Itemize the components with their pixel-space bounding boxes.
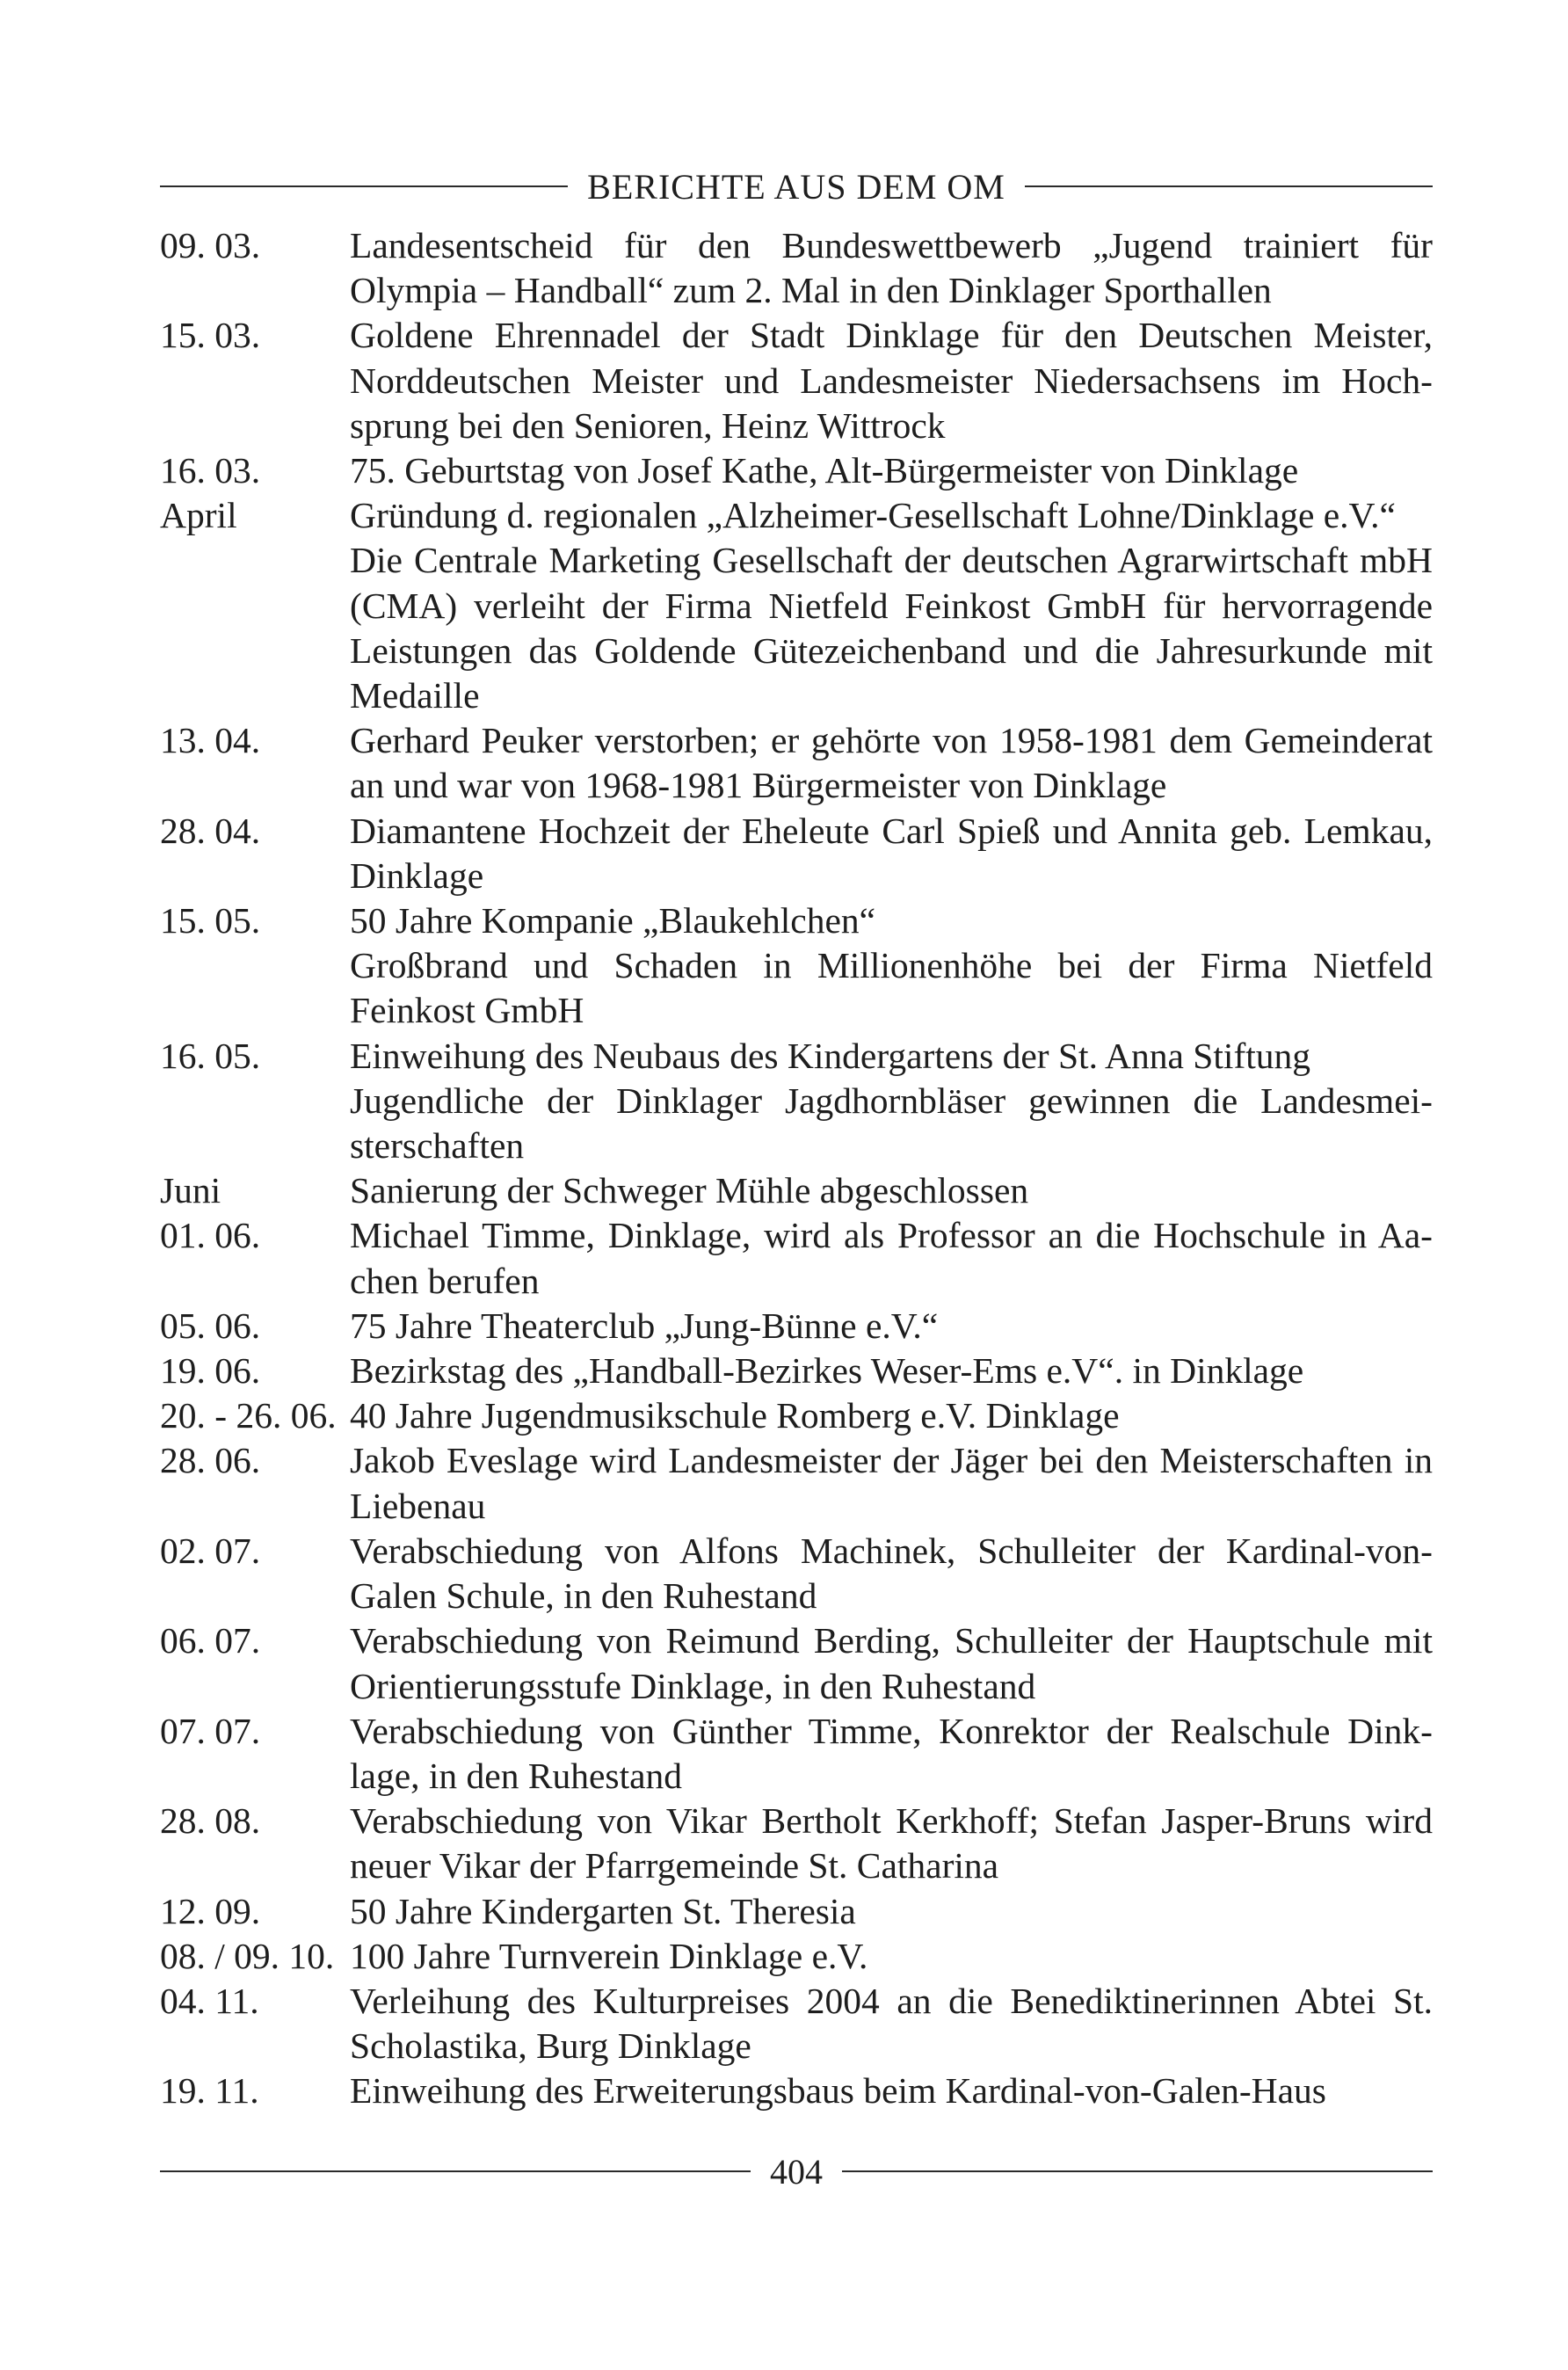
header-rule-right — [1025, 185, 1433, 187]
entry-text: 40 Jahre Jugendmusikschule Romberg e.V. Dinklage — [350, 1395, 1120, 1436]
entry-text: Verleihung des Kulturpreises 2004 an die Benediktinerinnen Abtei St. Scholastika, Burg Dinklage — [350, 1980, 1433, 2067]
chronicle-entry — [160, 1213, 1433, 1303]
chronicle-entry — [160, 1304, 1433, 1349]
chronicle-entry — [160, 1618, 1433, 1708]
chronicle-entry — [160, 809, 1433, 898]
header-rule-left — [160, 185, 568, 187]
entry-text: Einweihung des Erweiterungsbaus beim Kardinal-von-Galen-Haus — [350, 2070, 1326, 2112]
entry-date: 01. 06. — [160, 1215, 261, 1256]
chronicle-entry — [160, 1349, 1433, 1393]
entry-date: 20. - 26. 06. — [160, 1395, 337, 1436]
chronicle-entry — [160, 1934, 1433, 1979]
entry-date: Juni — [160, 1170, 221, 1211]
entry-text: Verabschiedung von Alfons Machinek, Schulleiter der Kardinal-von-Galen Schule, in den Ruhestand — [350, 1530, 1433, 1617]
chronicle-entry — [160, 1979, 1433, 2068]
entry-date: 07. 07. — [160, 1710, 261, 1751]
entry-date: 04. 11. — [160, 1980, 259, 2021]
entry-text: 50 Jahre Kindergarten St. Theresia — [350, 1890, 856, 1931]
page-footer — [160, 2145, 1433, 2198]
chronicle-entry — [160, 1529, 1433, 1618]
entry-text: Die Centrale Marketing Gesellschaft der deutschen Agrarwirtschaft mbH (CMA) verleiht der Firma Nietfeld Feinkost GmbH für hervorragende Leistungen das Goldende Gütezeichenband und die Jahresurkunde mit Medaille — [350, 540, 1433, 716]
chronicle-entry — [160, 313, 1433, 448]
running-title: BERICHTE AUS DEM OM — [587, 166, 1005, 207]
entry-date: 28. 04. — [160, 810, 261, 851]
chronicle-entry — [160, 448, 1433, 493]
entry-date: 08. / 09. 10. — [160, 1935, 335, 1976]
entry-text: Verabschiedung von Reimund Berding, Schulleiter der Hauptschule mit Orientierungsstufe Dinklage, in den Ruhestand — [350, 1620, 1433, 1706]
entry-date: 28. 08. — [160, 1800, 261, 1842]
chronicle-entry — [160, 1079, 1433, 1168]
entry-date: 15. 03. — [160, 315, 261, 356]
chronicle-entry — [160, 1168, 1433, 1213]
chronicle-entry — [160, 1393, 1433, 1438]
entry-text: Michael Timme, Dinklage, wird als Professor an die Hochschule in Aachen berufen — [350, 1215, 1433, 1301]
footer-rule-left — [160, 2170, 751, 2172]
entry-text: 50 Jahre Kompanie „Blaukehlchen“ — [350, 900, 876, 941]
entry-date: 16. 05. — [160, 1035, 261, 1076]
entry-text: Goldene Ehrennadel der Stadt Dinklage für den Deutschen Meister, Norddeutschen Meister und Landesmeister Niedersachsens im Hochsprung bei den Senioren, Heinz Wittrock — [350, 315, 1433, 446]
entry-date: 15. 05. — [160, 900, 261, 941]
entry-date: 12. 09. — [160, 1890, 261, 1931]
chronicle-entry — [160, 223, 1433, 313]
entry-date: 05. 06. — [160, 1305, 261, 1346]
entry-text: Diamantene Hochzeit der Eheleute Carl Spieß und Annita geb. Lemkau, Dinklage — [350, 810, 1433, 896]
entry-date: April — [160, 495, 237, 536]
chronicle-entry — [160, 1034, 1433, 1079]
chronicle-entry — [160, 1438, 1433, 1528]
entry-text: 100 Jahre Turnverein Dinklage e.V. — [350, 1935, 868, 1976]
entry-date: 13. 04. — [160, 720, 261, 761]
entry-date: 19. 11. — [160, 2070, 259, 2112]
entry-text: Bezirkstag des „Handball-Bezirkes Weser-Ems e.V“. in Dinklage — [350, 1350, 1304, 1392]
entry-date: 09. 03. — [160, 225, 261, 265]
chronicle-entry — [160, 1799, 1433, 1888]
entry-text: Verabschiedung von Vikar Bertholt Kerkhoff; Stefan Jasper-Bruns wird neuer Vikar der Pfarrgemeinde St. Catharina — [350, 1800, 1433, 1887]
entry-text: Sanierung der Schweger Mühle abgeschlossen — [350, 1170, 1029, 1211]
entry-date: 16. 03. — [160, 450, 261, 491]
entry-text: Jakob Eveslage wird Landesmeister der Jäger bei den Meisterschaften in Liebenau — [350, 1440, 1433, 1526]
entry-text: Einweihung des Neubaus des Kindergartens der St. Anna Stiftung — [350, 1035, 1311, 1076]
running-header — [160, 160, 1433, 213]
entry-date: 19. 06. — [160, 1350, 261, 1392]
chronicle-entry — [160, 493, 1433, 538]
entry-text: Verabschiedung von Günther Timme, Konrektor der Realschule Dinklage, in den Ruhestand — [350, 1710, 1433, 1796]
chronicle-entry — [160, 898, 1433, 943]
chronicle-entry — [160, 1709, 1433, 1799]
entry-date: 02. 07. — [160, 1530, 261, 1571]
entry-text: 75 Jahre Theaterclub „Jung-Bünne e.V.“ — [350, 1305, 939, 1346]
chronicle-list — [160, 223, 1433, 2114]
entry-date: 28. 06. — [160, 1440, 261, 1481]
entry-text: Gründung d. regionalen „Alzheimer-Gesellschaft Lohne/Dinklage e.V.“ — [350, 495, 1396, 536]
footer-rule-right — [842, 2170, 1433, 2172]
entry-text: Landesentscheid für den Bundeswettbewerb „Jugend trainiert für Olympia – Handball“ zum 2. Mal in den Dinklager Sporthallen — [350, 225, 1433, 311]
chronicle-entry — [160, 2068, 1433, 2113]
entry-date: 06. 07. — [160, 1620, 261, 1661]
chronicle-entry — [160, 943, 1433, 1033]
page-number: 404 — [770, 2151, 823, 2192]
chronicle-entry — [160, 1889, 1433, 1934]
chronicle-entry — [160, 718, 1433, 808]
chronicle-entry — [160, 538, 1433, 718]
entry-text: Großbrand und Schaden in Millionenhöhe bei der Firma Nietfeld Feinkost GmbH — [350, 945, 1433, 1031]
entry-text: 75. Geburtstag von Josef Kathe, Alt-Bürgermeister von Dinklage — [350, 450, 1299, 491]
entry-text: Gerhard Peuker verstorben; er gehörte von 1958-1981 dem Gemeinderat an und war von 1968-1981 Bürgermeister von Dinklage — [350, 720, 1433, 806]
entry-text: Jugendliche der Dinklager Jagdhornbläser gewinnen die Landesmeisterschaften — [350, 1080, 1433, 1167]
